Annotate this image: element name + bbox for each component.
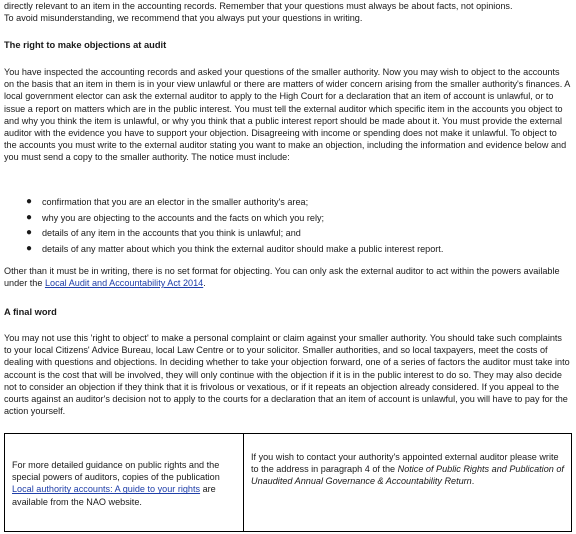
contact-auditor-text: If you wish to contact your authority's appointed external auditor please write to the address in paragraph 4 of the Notice of Public Rights and Publication of Unaudited Annual Governance & Accountability Return. — [251, 452, 564, 487]
bullet-icon: ● — [26, 196, 33, 207]
intro-paragraph — [4, 0, 572, 24]
objections-heading: The right to make objections at audit — [4, 40, 167, 50]
list-item: ● why you are objecting to the accounts and the facts on which you rely; — [26, 211, 325, 223]
notice-bullet-list — [4, 196, 572, 258]
final-word-heading: A final word — [4, 307, 57, 317]
contact-auditor-box — [244, 434, 571, 531]
intro-line-1: directly relevant to an item in the accounting records. Remember that your questions must always be about facts, not opinions. — [4, 1, 513, 11]
bullet-icon: ● — [26, 242, 33, 254]
bullet-icon: ● — [26, 211, 33, 223]
public-rights-guide-link[interactable]: Local authority accounts: A guide to your rights — [12, 484, 201, 495]
final-word-paragraph: You may not use this 'right to object' to make a personal complaint or claim against your smaller authority. You should take such complaints to your local Citizens' Advice Bureau, local Law Centre or to your solicitor. Smaller authorities, and so local taxpayers, meet the costs of dealing with questions and objections. In deciding whether to take your objection forward, one of a series of factors the auditor must take into account is the cost that will be involved, they will only continue with the objection if it is in the public interest to do so. They may also decide not to consider an objection if they think that it is frivolous or vexatious, or if it repeats an objection already considered. If you appeal to the courts against an auditor's decision not to apply to the courts for a declaration that an item of account is unlawful, you will have to pay for the action yourself. — [4, 333, 570, 417]
nao-guidance-text: For more detailed guidance on public rights and the special powers of auditors, copies of the publication Local authority accounts: A guide to your rights are available from the NAO website. — [12, 460, 220, 507]
intro-line-2: To avoid misunderstanding, we recommend that you always put your questions in writing. — [4, 13, 363, 24]
list-item: ● details of any item in the accounts that you think is unlawful; and — [26, 227, 301, 238]
info-boxes — [4, 433, 572, 532]
objections-paragraph: You have inspected the accounting records and asked your questions of the smaller authority. Now you may wish to object to the accounts on the basis that an item in them is in your view unlawful or there are matters of wider concern arising from the smaller authority's finances. A local government elector can ask the external auditor to apply to the High Court for a declaration that an item of account is unlawful, or to issue a report on matters which are in the public interest. You must tell the external auditor which specific item in the accounts you object to and why you think the item is unlawful, or why you think that a public interest report should be made about it. You must provide the external auditor with the evidence you have to support your objection. Disagreeing with income or spending does not make it unlawful. To object to the accounts you must write to the external auditor stating you want to make an objection, including the information and evidence below and you must send a copy to the smaller authority. The notice must include: — [4, 67, 570, 163]
list-item: ● details of any matter about which you think the external auditor should make a public interest report. — [26, 242, 444, 254]
notice-title: Notice of Public Rights and Publication of Unaudited Annual Governance & Accountability Return — [251, 464, 564, 487]
list-item: ● confirmation that you are an elector in the smaller authority's area; — [26, 196, 309, 207]
local-audit-act-link[interactable]: Local Audit and Accountability Act 2014 — [44, 278, 204, 289]
nao-guidance-box — [5, 434, 244, 531]
bullet-icon: ● — [26, 227, 33, 238]
format-paragraph: Other than it must be in writing, there is no set format for objecting. You can only ask the external auditor to act within the powers available under the Local Audit and Accountability Act 2014. — [4, 266, 560, 289]
